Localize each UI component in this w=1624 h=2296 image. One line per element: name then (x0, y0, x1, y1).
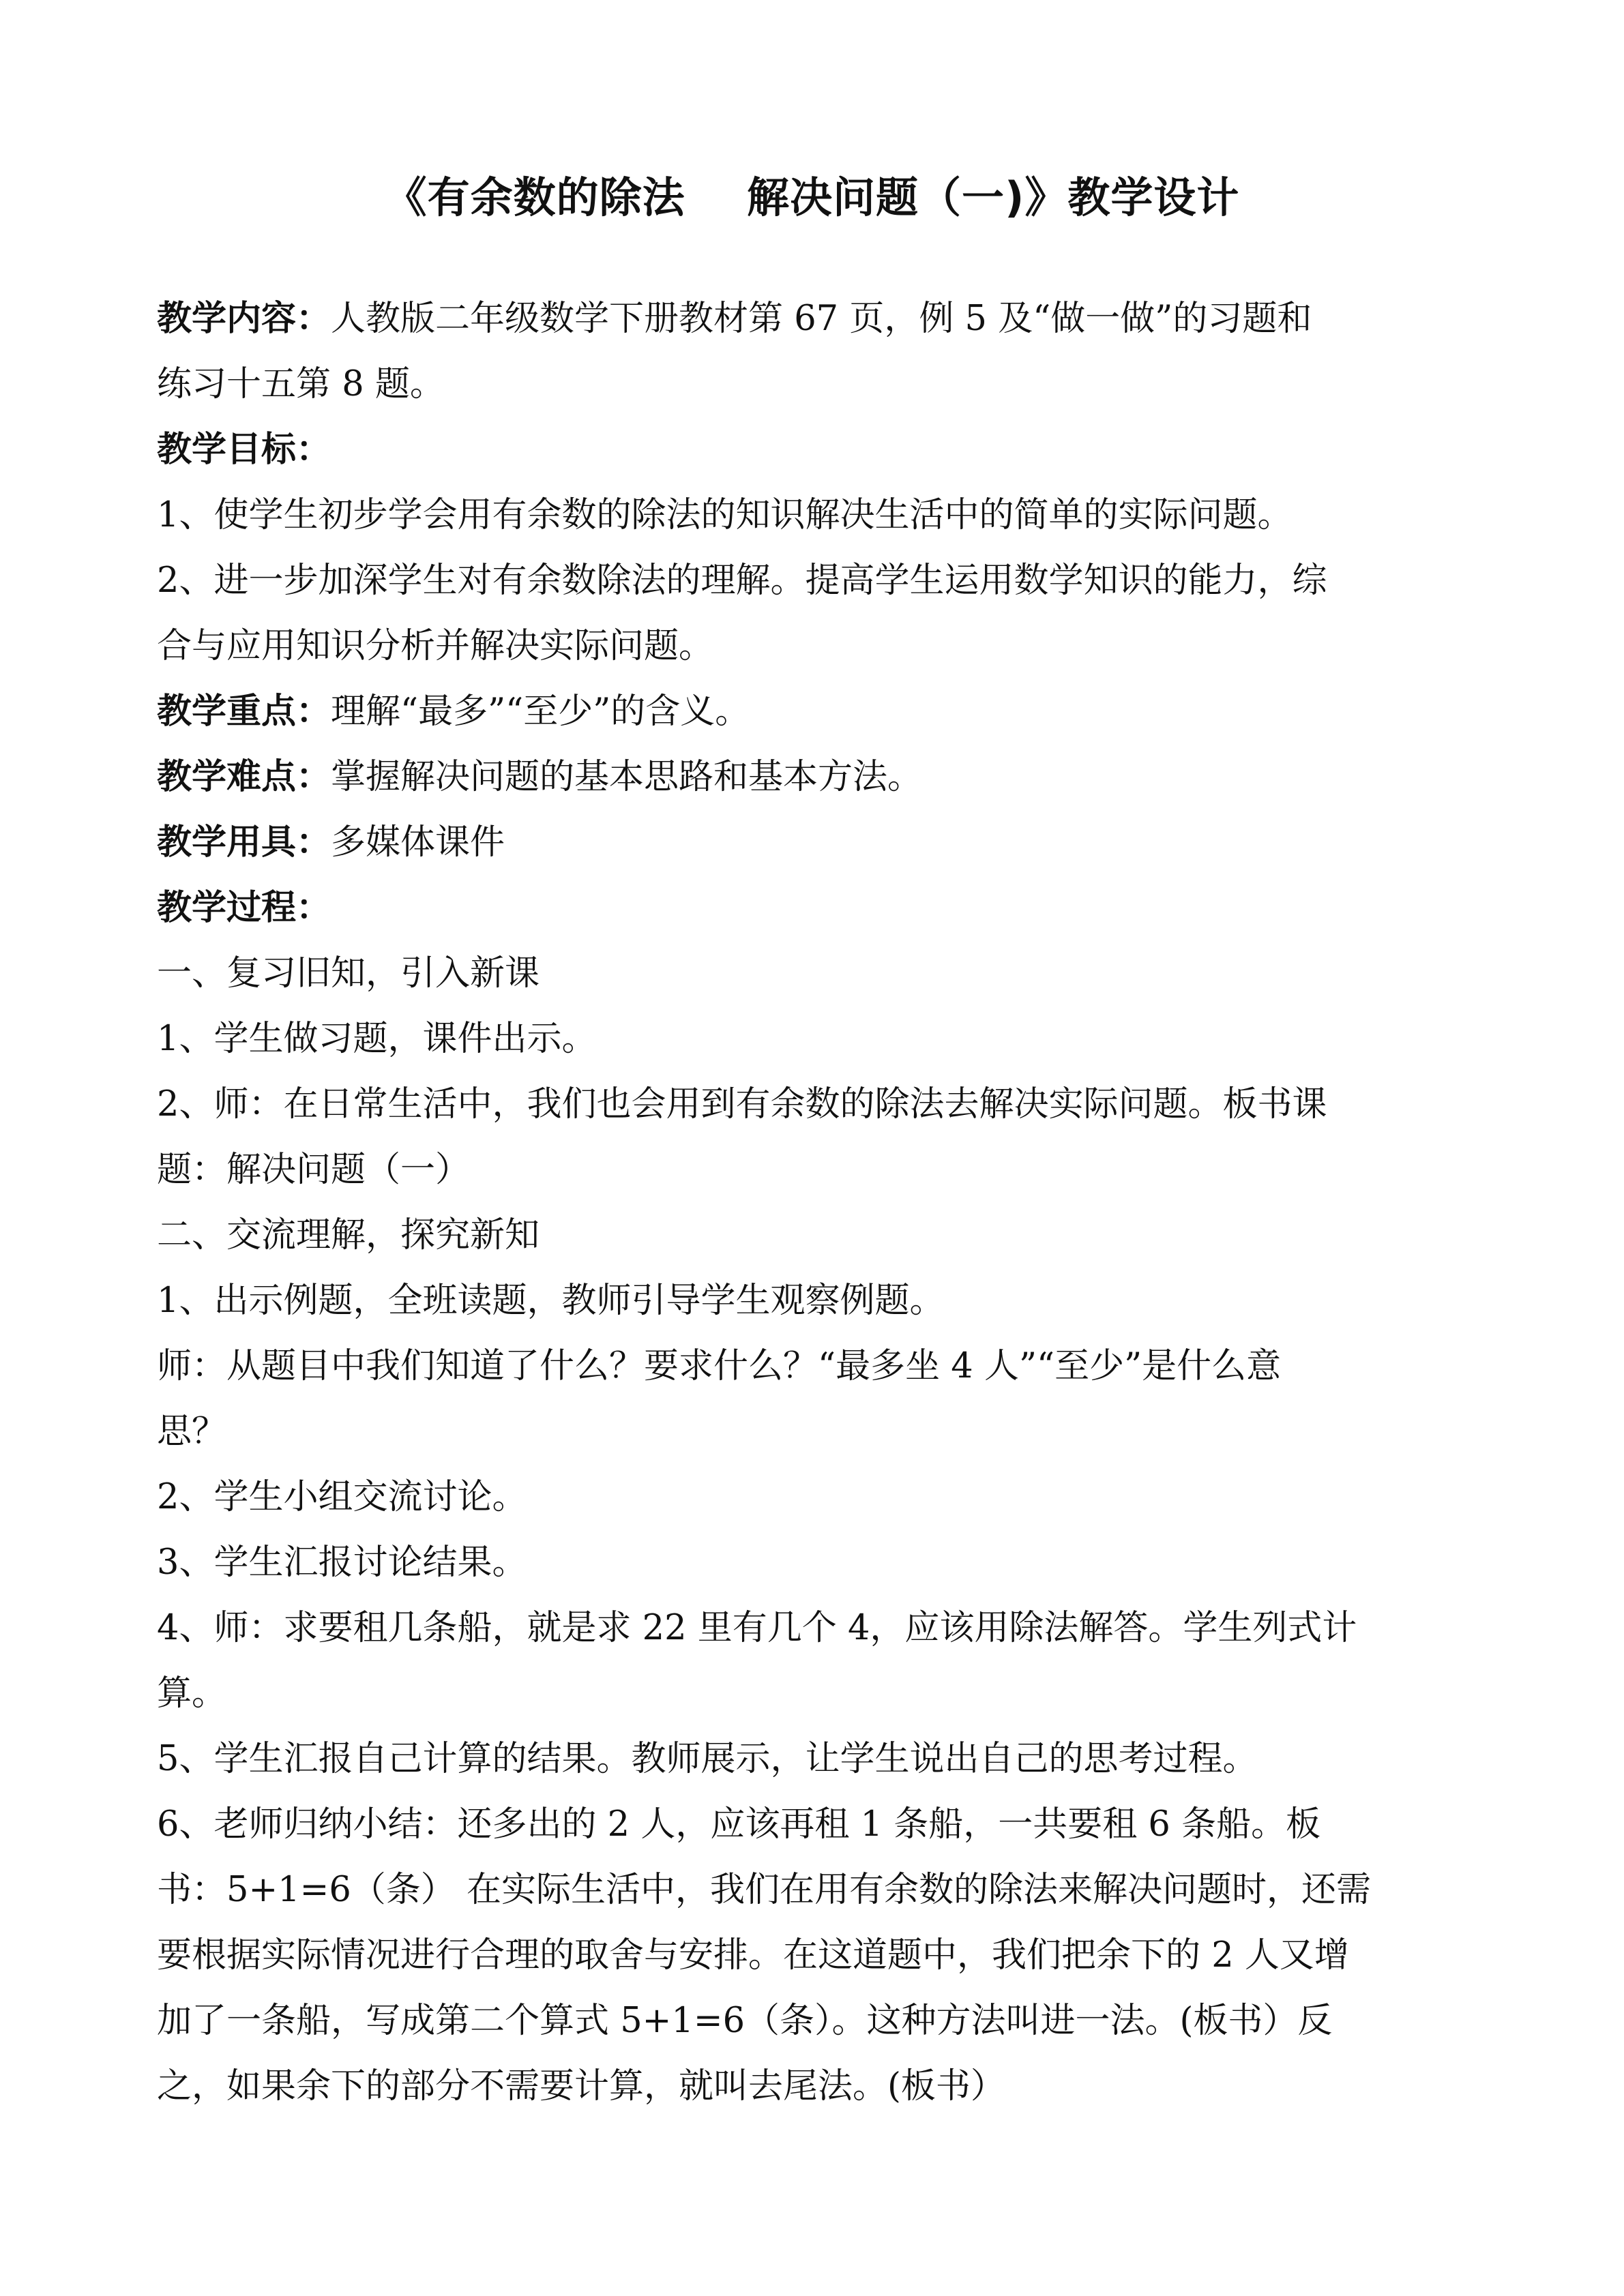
key-point-text: 理解“最多”“至少”的含义。 (331, 691, 750, 732)
section-2-heading: 二、交流理解，探究新知 (157, 1215, 540, 1255)
difficulty-label: 教学难点： (157, 757, 331, 797)
section-1-step-1: 1、学生做习题，课件出示。 (157, 1019, 597, 1059)
goals-label: 教学目标： (157, 430, 331, 470)
section-2-step-1: 1、出示例题，全班读题，教师引导学生观察例题。 (157, 1281, 945, 1321)
key-point-line (157, 679, 1466, 745)
section-2-teacher-question: 师：从题目中我们知道了什么？要求什么？“最多坐 4 人”“至少”是什么意 (157, 1346, 1282, 1386)
content-line (157, 286, 1466, 352)
section-2-step-6: 6、老师归纳小结：还多出的 2 人，应该再租 1 条船，一共要租 6 条船。板 (157, 1804, 1321, 1845)
document-title: 《有余数的除法 解决问题（一)》教学设计 (384, 173, 1240, 222)
content-text: 人教版二年级数学下册教材第 67 页，例 5 及“做一做”的习题和 (331, 299, 1312, 339)
goal-item-1: 1、使学生初步学会用有余数的除法的知识解决生活中的简单的实际问题。 (157, 495, 1293, 535)
key-point-label: 教学重点： (157, 691, 331, 732)
process-label: 教学过程： (157, 888, 331, 928)
section-2-teacher-question-continued: 思？ (157, 1412, 227, 1452)
section-1-step-2: 2、师：在日常生活中，我们也会用到有余数的除法去解决实际问题。板书课 (157, 1084, 1327, 1124)
difficulty-text: 掌握解决问题的基本思路和基本方法。 (331, 757, 923, 797)
section-2-step-6-line-5: 之，如果余下的部分不需要计算，就叫去尾法。(板书） (157, 2066, 1005, 2106)
section-2-step-5: 5、学生汇报自己计算的结果。教师展示，让学生说出自己的思考过程。 (157, 1739, 1258, 1779)
section-2-step-3: 3、学生汇报讨论结果。 (157, 1542, 527, 1583)
tools-label: 教学用具： (157, 822, 331, 863)
section-2-step-2: 2、学生小组交流讨论。 (157, 1477, 527, 1517)
section-2-step-4: 4、师：求要租几条船，就是求 22 里有几个 4，应该用除法解答。学生列式计 (157, 1608, 1357, 1648)
goal-item-2-continued: 合与应用知识分析并解决实际问题。 (157, 626, 714, 666)
section-2-step-6-line-2: 书：5+1=6（条） 在实际生活中，我们在用有余数的除法来解决问题时，还需 (157, 1870, 1372, 1910)
difficulty-line (157, 745, 1466, 810)
section-1-heading: 一、复习旧知，引入新课 (157, 953, 540, 994)
section-2-step-6-line-3: 要根据实际情况进行合理的取舍与安排。在这道题中，我们把余下的 2 人又增 (157, 1935, 1349, 1976)
content-label: 教学内容： (157, 299, 331, 339)
section-2-step-6-line-4: 加了一条船，写成第二个算式 5+1=6（条）。这种方法叫进一法。(板书）反 (157, 2001, 1333, 2041)
tools-line (157, 810, 1466, 876)
goal-item-2: 2、进一步加深学生对有余数除法的理解。提高学生运用数学知识的能力，综 (157, 561, 1327, 601)
tools-text: 多媒体课件 (331, 822, 505, 863)
content-text-continued: 练习十五第 8 题。 (157, 364, 445, 404)
document-body (157, 286, 1466, 2119)
section-1-step-2-continued: 题：解决问题（一） (157, 1150, 471, 1190)
section-2-step-4-continued: 算。 (157, 1673, 227, 1714)
